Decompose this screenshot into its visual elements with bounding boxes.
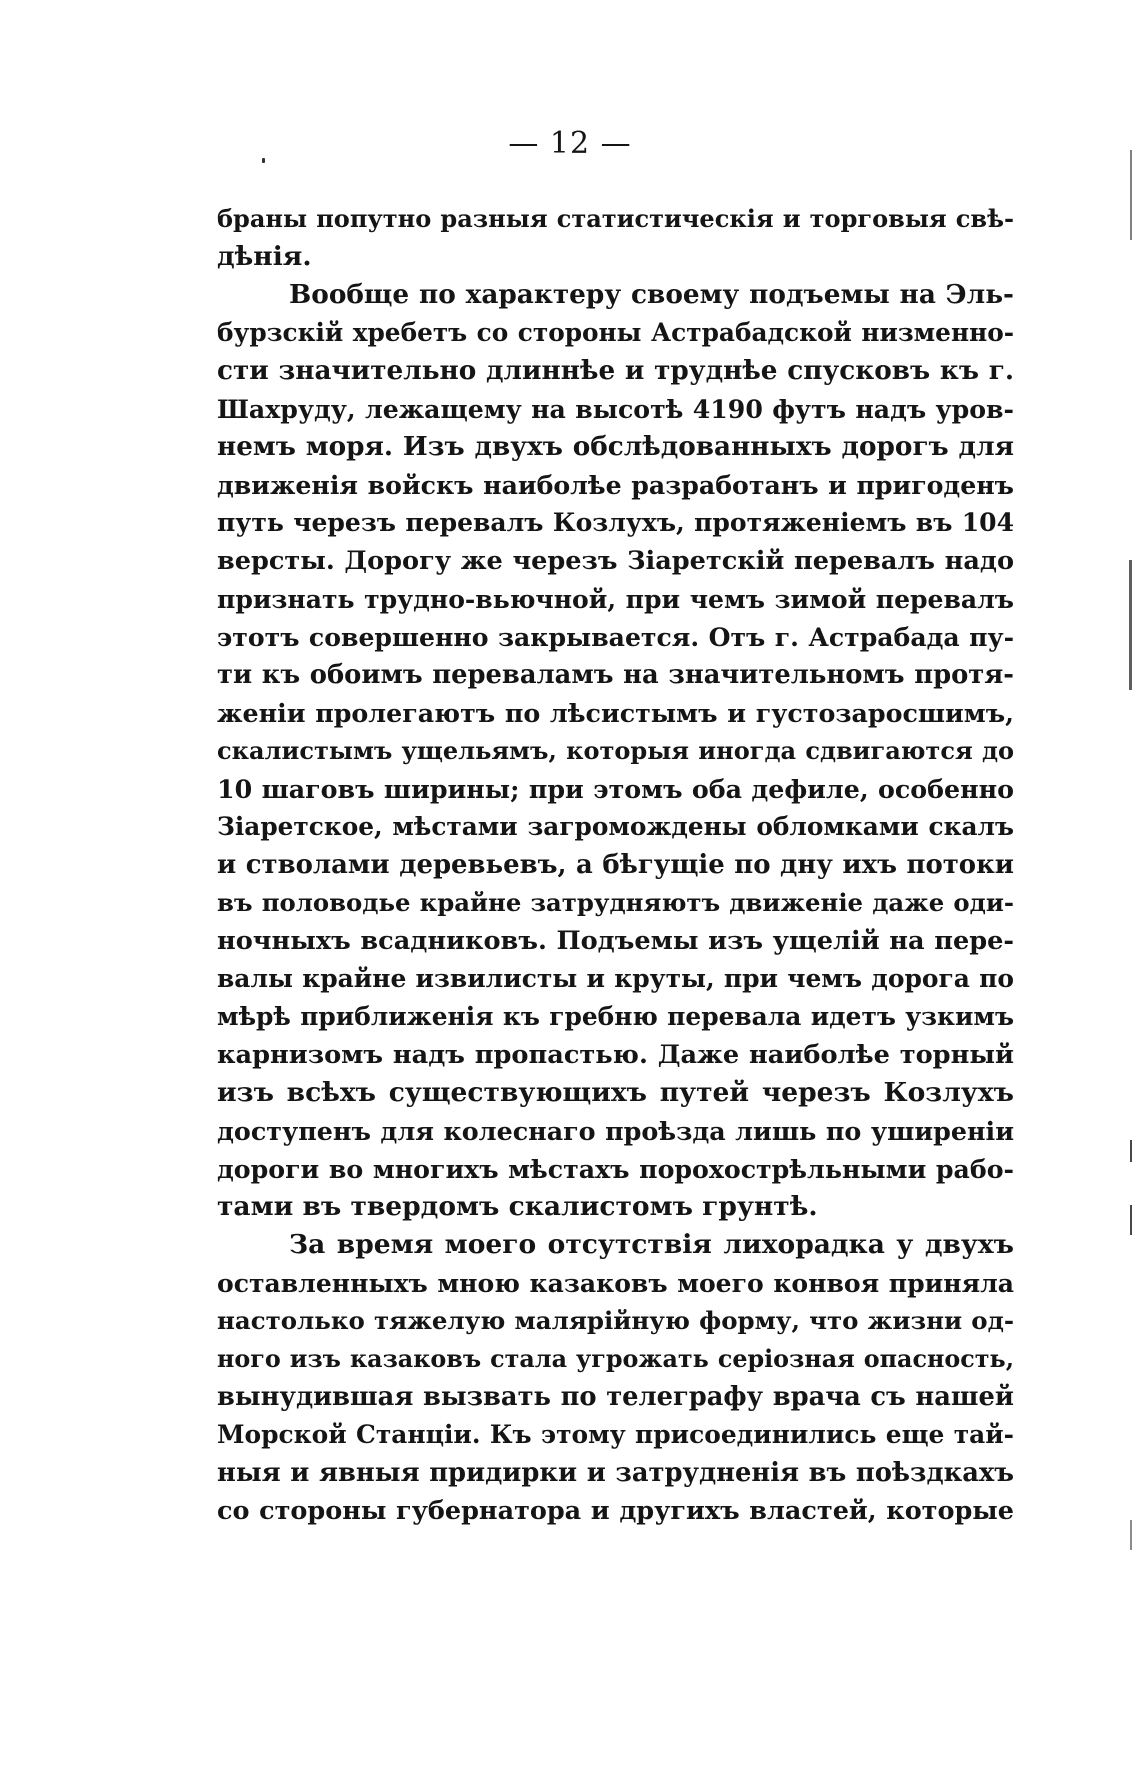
text-line: Зіаретское, мѣстами загромождены обломками скалъ	[217, 812, 1014, 841]
text-line: бурзскій хребетъ со стороны Астрабадской низменно-	[217, 318, 1014, 347]
text-line: версты. Дорогу же черезъ Зіаретскій перевалъ надо	[217, 546, 1014, 576]
text-line: оставленныхъ мною казаковъ моего конвоя приняла	[217, 1268, 1014, 1298]
scan-edge-mark	[1130, 1205, 1132, 1235]
text-line: изъ всѣхъ существующихъ путей черезъ Козлухъ	[217, 1077, 1014, 1108]
text-line: 10 шаговъ ширины; при этомъ оба дефиле, особенно	[217, 774, 1014, 804]
text-line: вынудившая вызвать по телеграфу врача съ нашей	[217, 1382, 1014, 1412]
text-line: путь черезъ перевалъ Козлухъ, протяженіемъ въ 104	[217, 508, 1014, 537]
text-line: Шахруду, лежащему на высотѣ 4190 футъ надъ уров-	[217, 394, 1014, 424]
text-line: сти значительно длиннѣе и труднѣе спусковъ къ г.	[217, 355, 1014, 386]
text-line: этотъ совершенно закрывается. Отъ г. Астрабада пу-	[217, 622, 1014, 652]
text-line: ного изъ казаковъ стала угрожать серіозная опасность,	[217, 1345, 1014, 1373]
text-line: Морской Станціи. Къ этому присоединились еще тай-	[217, 1420, 1014, 1449]
text-line: Вообще по характеру своему подъемы на Эль-	[289, 279, 1014, 310]
page-number: — 12 —	[508, 126, 632, 161]
text-line: За время моего отсутствія лихорадка у двухъ	[289, 1229, 1014, 1260]
text-line: тами въ твердомъ скалистомъ грунтѣ.	[217, 1191, 818, 1222]
text-line: ночныхъ всадниковъ. Подъемы изъ ущелій на пере-	[217, 926, 1014, 956]
text-line: карнизомъ надъ пропастью. Даже наиболѣе торный	[217, 1040, 1014, 1070]
text-line: и стволами деревьевъ, а бѣгущіе по дну ихъ потоки	[217, 850, 1014, 880]
scan-edge-mark	[1130, 1520, 1132, 1550]
text-line: немъ моря. Изъ двухъ обслѣдованныхъ дорогъ для	[217, 431, 1014, 462]
text-line: въ половодье крайне затрудняютъ движеніе даже оди-	[217, 888, 1014, 917]
text-line: скалистымъ ущельямъ, которыя иногда сдвигаются до	[217, 736, 1014, 765]
text-line: женіи пролегаютъ по лѣсистымъ и густозаросшимъ,	[217, 698, 1014, 728]
scan-edge-mark	[1129, 560, 1132, 690]
scan-edge-mark	[1130, 150, 1132, 240]
text-line: ныя и явныя придирки и затрудненія въ поѣздкахъ	[217, 1458, 1014, 1488]
text-line: дороги во многихъ мѣстахъ порохострѣльными рабо-	[217, 1154, 1014, 1184]
scan-edge-mark	[1130, 1140, 1132, 1162]
text-line: валы крайне извилисты и круты, при чемъ дорога по	[217, 964, 1014, 993]
text-line: со стороны губернатора и другихъ властей, которые	[217, 1496, 1014, 1526]
text-line: браны попутно разныя статистическія и торговыя свѣ-	[217, 204, 1014, 233]
text-line: доступенъ для колеснаго проѣзда лишь по уширеніи	[217, 1116, 1014, 1146]
text-line: настолько тяжелую малярійную форму, что жизни од-	[217, 1306, 1014, 1335]
text-line: ти къ обоимъ переваламъ на значительномъ протя-	[217, 660, 1014, 690]
text-line: признать трудно-вьючной, при чемъ зимой перевалъ	[217, 584, 1014, 614]
text-line: дѣнія.	[217, 241, 312, 272]
text-line: движенія войскъ наиболѣе разработанъ и пригоденъ	[217, 470, 1014, 500]
text-line: мѣрѣ приближенія къ гребню перевала идетъ узкимъ	[217, 1002, 1014, 1031]
body-text	[217, 200, 1014, 1530]
